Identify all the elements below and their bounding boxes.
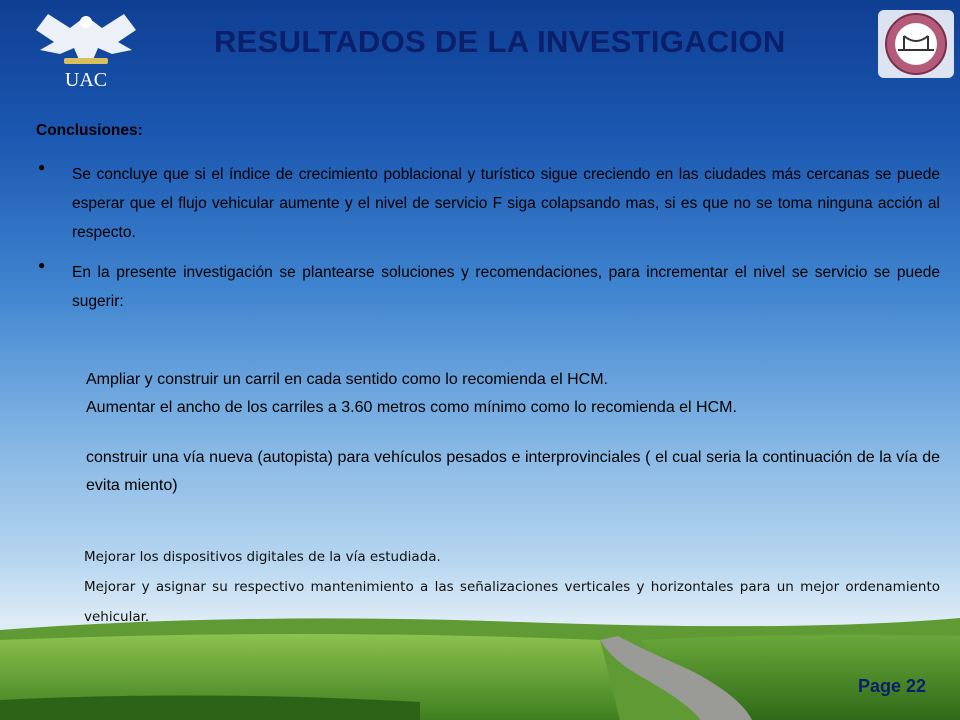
conclusion-text: Se concluye que si el índice de crecimiento poblacional y turístico sigue creciendo en las ciudades más cercanas se puede esperar que el flujo vehicular aumente y el nivel de servicio F siga colapsando mas, si es que no se toma ninguna acción al respecto. xyxy=(72,166,940,241)
recommendation-1: Ampliar y construir un carril en cada sentido como lo recomienda el HCM. xyxy=(86,371,608,388)
recommendation-2: Aumentar el ancho de los carriles a 3.60 metros como mínimo como lo recomienda el HCM. xyxy=(86,399,737,416)
suggestion-1: Mejorar los dispositivos digitales de la vía estudiada. xyxy=(84,549,441,565)
conclusions-heading: Conclusiones: xyxy=(36,122,143,139)
page-number: Page 22 xyxy=(858,676,927,696)
uac-eagle-logo-icon xyxy=(30,6,142,92)
bridge-seal-logo-icon xyxy=(876,8,956,80)
conclusion-bullet-2 xyxy=(36,258,940,316)
suggestion-2: Mejorar y asignar su respectivo mantenimiento a las señalizaciones verticales y horizontales para un mejor ordenamiento vehicular. xyxy=(84,579,940,625)
foreground-grass xyxy=(0,695,420,720)
bullet-dot-icon: ● xyxy=(38,258,46,272)
conclusion-text: En la presente investigación se plantearse soluciones y recomendaciones, para incrementar el nivel se servicio se puede sugerir: xyxy=(72,264,940,310)
page-title: RESULTADOS DE LA INVESTIGACION xyxy=(214,24,786,59)
bullet-dot-icon: ● xyxy=(38,160,46,174)
conclusion-bullet-1 xyxy=(36,160,940,247)
uac-logo-text: UAC xyxy=(64,69,108,91)
recommendation-3: construir una vía nueva (autopista) para vehículos pesados e interprovinciales ( el cual seria la continuación de la vía de evita miento) xyxy=(86,449,940,494)
